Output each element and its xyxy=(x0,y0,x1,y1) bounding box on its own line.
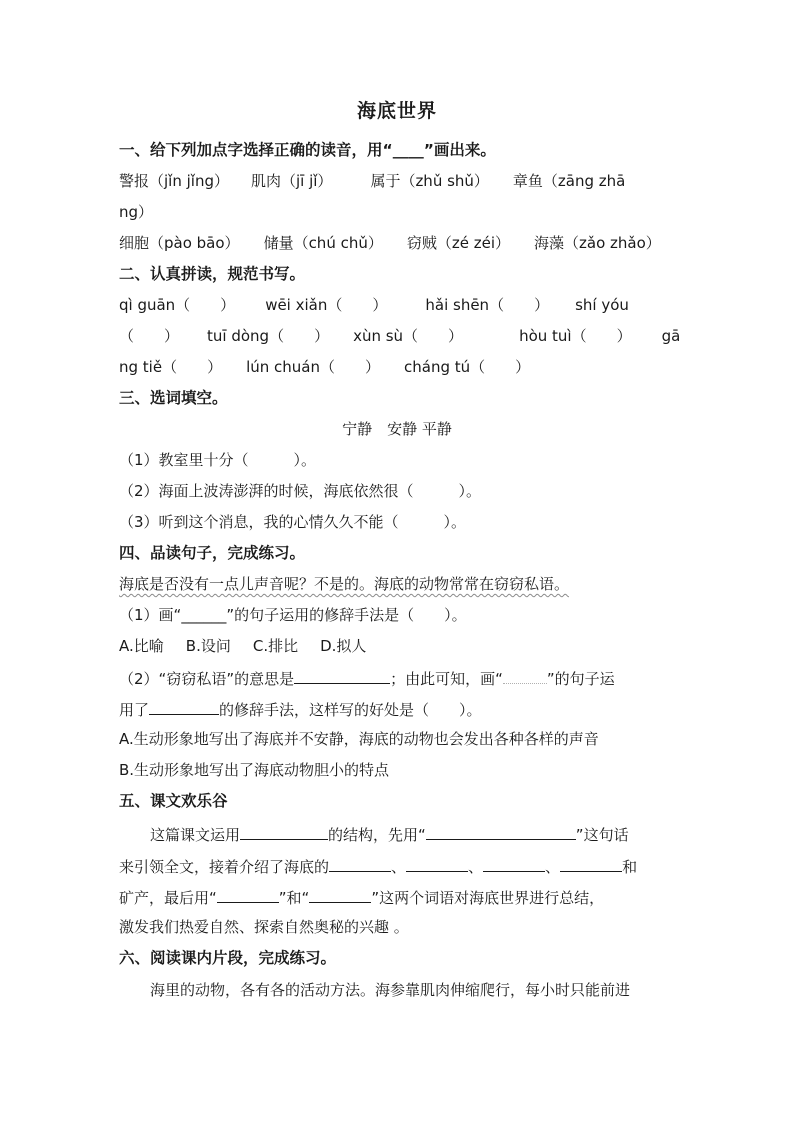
s3-question-2: （2）海面上波涛澎湃的时候，海底依然很（ ）。 xyxy=(119,482,482,500)
pinyin-item: xùn sù（ ） xyxy=(353,327,464,345)
s4-question-2-cont xyxy=(119,698,482,720)
pinyin-item: lún chuán（ ） xyxy=(246,358,380,376)
section-2-heading: 二、认真拼读，规范书写。 xyxy=(119,265,306,283)
q2-text-c: ”的句子运 xyxy=(546,670,615,688)
s4-options xyxy=(119,636,366,656)
page-title: 海底世界 xyxy=(356,100,437,122)
s4-option-b: B.生动形象地写出了海底动物胆小的特点 xyxy=(119,761,390,779)
answer-blank[interactable] xyxy=(329,855,391,872)
wavy-mark-blank xyxy=(503,671,547,684)
s2-row-1 xyxy=(119,295,629,315)
s5-para-2 xyxy=(119,855,637,877)
s1-item-1: 警报（jǐn jǐng） xyxy=(119,172,229,190)
pinyin-item: hǎi shēn（ ） xyxy=(425,296,550,314)
q2-text-e: 的修辞手法，这样写的好处是（ ）。 xyxy=(219,701,482,719)
s4-option-a: A.生动形象地写出了海底并不安静，海底的动物也会发出各种各样的声音 xyxy=(119,730,599,748)
s5-text: 和 xyxy=(622,858,638,876)
q2-text-a: （2）“窃窃私语”的意思是 xyxy=(119,670,295,688)
s1-row-1-wrap: ng） xyxy=(119,203,154,221)
word-bank: 宁静 安静 平静 xyxy=(342,420,452,438)
pinyin-item: hòu tuì（ ） xyxy=(519,327,632,345)
pinyin-item: ng tiě（ ） xyxy=(119,358,223,376)
answer-blank[interactable] xyxy=(483,855,545,872)
s2-row-2 xyxy=(119,326,680,346)
answer-blank[interactable] xyxy=(240,823,328,840)
option-a: A.比喻 xyxy=(119,637,164,655)
s1-item-7: 窃贼（zé zéi） xyxy=(406,234,510,252)
s1-row-1 xyxy=(119,171,625,191)
option-c: C.排比 xyxy=(252,637,299,655)
s1-item-3: 属于（zhǔ shǔ） xyxy=(370,172,489,190)
pinyin-item: shí yóu xyxy=(575,296,629,314)
option-b: B.设问 xyxy=(185,637,231,655)
wavy-underlined-sentence: 海底是否没有一点儿声音呢？不是的。海底的动物常常在窃窃私语。 xyxy=(119,575,570,593)
pinyin-item: cháng tú（ ） xyxy=(404,358,531,376)
s5-text: ”这句话 xyxy=(575,826,629,844)
section-4-heading: 四、品读句子，完成练习。 xyxy=(119,544,306,562)
s4-question-1: （1）画“______”的句子运用的修辞手法是（ ）。 xyxy=(119,606,467,624)
s5-sep: 、 xyxy=(391,858,407,876)
answer-blank[interactable] xyxy=(406,855,468,872)
s1-item-8: 海藻（zǎo zhǎo） xyxy=(534,234,661,252)
s5-sep: 、 xyxy=(468,858,484,876)
s2-row-3 xyxy=(119,357,530,377)
s5-text: 的结构，先用“ xyxy=(328,826,426,844)
pinyin-item: （ ） xyxy=(119,327,180,345)
answer-blank[interactable] xyxy=(217,886,279,903)
q2-text-d: 用了 xyxy=(119,701,150,719)
s3-question-3: （3）听到这个消息，我的心情久久不能（ ）。 xyxy=(119,513,467,531)
answer-blank[interactable] xyxy=(309,886,371,903)
s5-sep: 、 xyxy=(545,858,561,876)
s5-text: 来引领全文，接着介绍了海底的 xyxy=(119,858,330,876)
pinyin-item: qì guān（ ） xyxy=(119,296,236,314)
answer-blank[interactable] xyxy=(294,667,390,684)
answer-blank[interactable] xyxy=(426,823,576,840)
q2-text-b: ；由此可知，画“ xyxy=(390,670,503,688)
answer-blank[interactable] xyxy=(149,698,219,715)
s1-row-2 xyxy=(119,233,661,253)
option-d: D.拟人 xyxy=(320,637,367,655)
pinyin-item: wēi xiǎn（ ） xyxy=(265,296,388,314)
s4-sentence xyxy=(119,574,569,594)
s3-question-1: （1）教室里十分（ ）。 xyxy=(119,451,317,469)
pinyin-item: gā xyxy=(661,327,681,345)
s5-text: 这篇课文运用 xyxy=(150,826,241,844)
pinyin-item: tuī dòng（ ） xyxy=(207,327,330,345)
s5-text: ”这两个词语对海底世界进行总结， xyxy=(371,889,605,907)
s6-passage: 海里的动物，各有各的活动方法。海参靠肌肉伸缩爬行，每小时只能前进 xyxy=(150,981,631,999)
section-3-heading: 三、选词填空。 xyxy=(119,389,228,407)
s5-text: 矿产，最后用“ xyxy=(119,889,217,907)
section-6-heading: 六、阅读课内片段，完成练习。 xyxy=(119,949,337,967)
s5-para-1 xyxy=(150,823,629,845)
s5-para-4: 激发我们热爱自然、探索自然奥秘的兴趣 。 xyxy=(119,918,409,936)
s5-para-3 xyxy=(119,886,604,908)
s1-item-4: 章鱼（zāng zhā xyxy=(512,172,626,190)
s1-item-2: 肌肉（jī jǐ） xyxy=(250,172,333,190)
s4-question-2 xyxy=(119,667,615,689)
s1-item-6: 储量（chú chǔ） xyxy=(263,234,383,252)
s1-item-5: 细胞（pào bāo） xyxy=(119,234,240,252)
s5-text: ”和“ xyxy=(278,889,310,907)
section-5-heading: 五、课文欢乐谷 xyxy=(119,792,228,810)
section-1-heading: 一、给下列加点字选择正确的读音，用“____”画出来。 xyxy=(119,141,496,159)
answer-blank[interactable] xyxy=(560,855,622,872)
